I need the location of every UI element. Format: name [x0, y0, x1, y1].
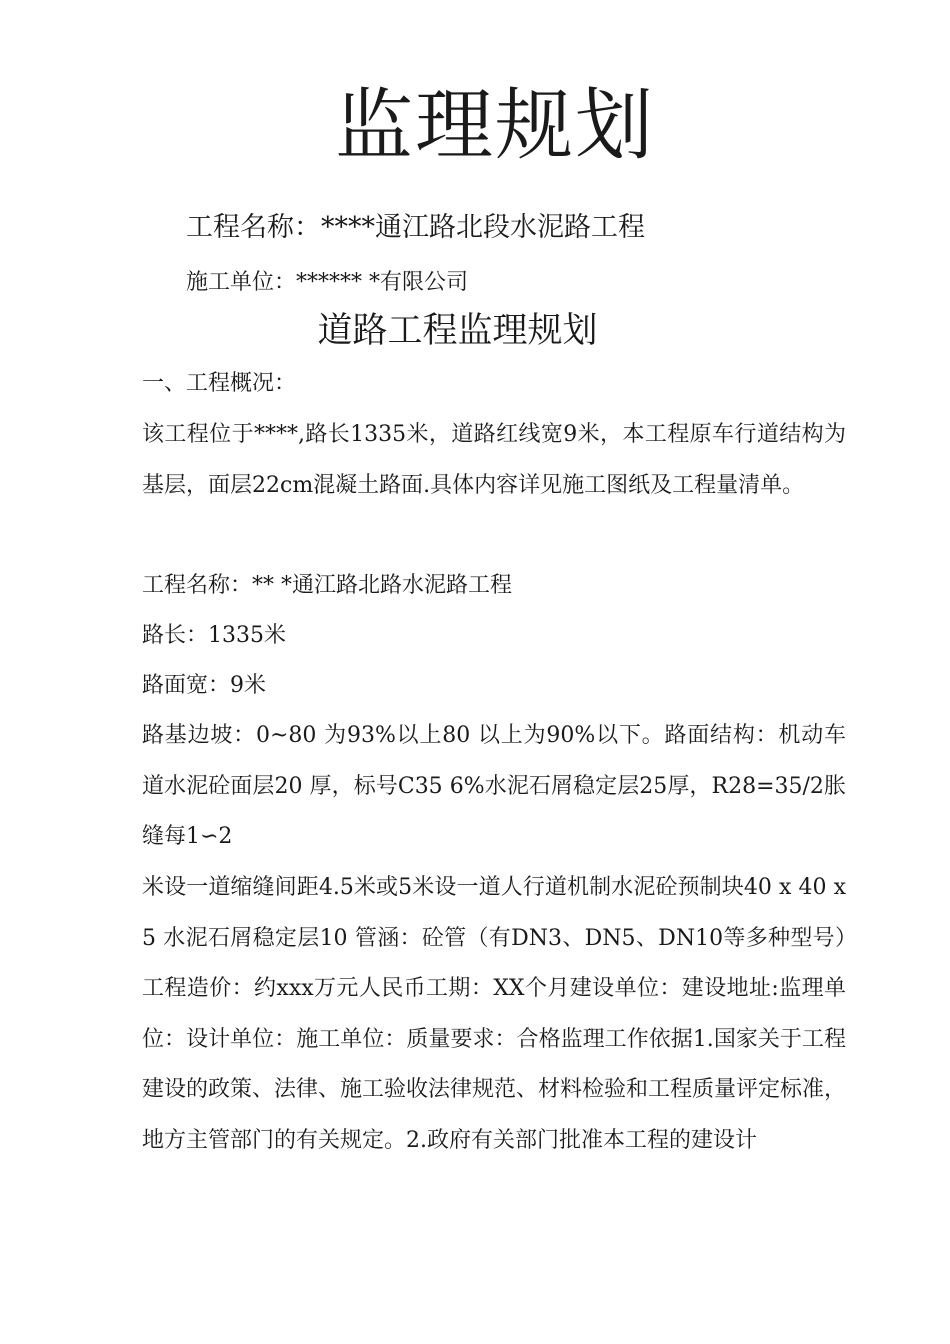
paragraph-road-length: 路长：1335米 [142, 623, 286, 648]
sub-title: 道路工程监理规划 [317, 311, 598, 351]
paragraph-main: 米设一道缩缝间距4.5米或5米设一道人行道机制水泥砼预制块40 x 40 x 5 水泥石屑稳定层10 管涵：砼管（有DN3、DN5、DN10等多种型号）工程造价：约xxx万元人民币工期：XX个月建设单位：建设地址:监理单位：设计单位：施工单位：质量要求：合格监理工作依据1.国家关于工程建设的政策、法律、施工验收法律规范、材料检验和工程质量评定标准，地方主管部门的有关规定。2.政府有关部门批准本工程的建设计 [142, 875, 847, 1153]
project-name-line: 工程名称：****通江路北段水泥路工程 [186, 212, 645, 243]
paragraph-project-name: 工程名称：** *通江路北路水泥路工程 [142, 573, 512, 598]
paragraph-subgrade-slope: 路基边坡：0~80 为93%以上80 以上为90%以下。路面结构：机动车道水泥砼面层20 厚，标号C35 6%水泥石屑稳定层25厚，R28=35/2胀缝每1∽2 [142, 723, 846, 849]
paragraph-overview: 该工程位于****,路长1335米，道路红线宽9米，本工程原车行道结构为基层，面层22cm混凝土路面.具体内容详见施工图纸及工程量清单。 [142, 422, 846, 498]
contractor-line: 施工单位：****** *有限公司 [186, 270, 468, 295]
paragraph-road-width: 路面宽：9米 [142, 673, 266, 698]
section-heading: 一、工程概况： [142, 371, 297, 396]
main-title: 监理规划 [334, 81, 655, 171]
